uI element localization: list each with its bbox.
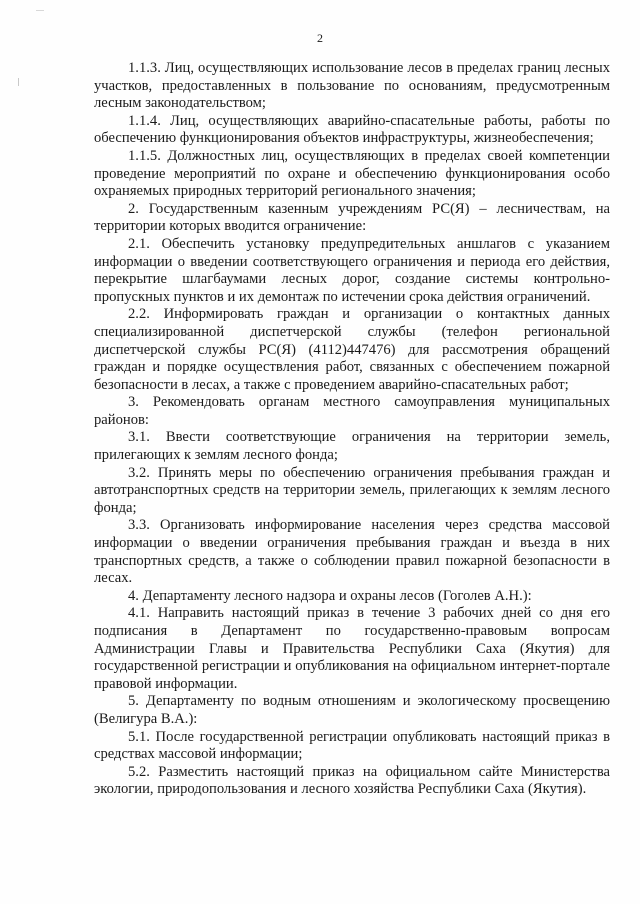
document-body — [94, 60, 610, 799]
paragraph-2-2: 2.2. Информировать граждан и организации о контактных данных специализированной диспетчерской службы (телефон региональной диспетчерской службы РС(Я) (4112)447476) для рассмотрения обращений граждан и порядке осуществления работ, связанных с обеспечением пожарной безопасности в лесах, а также с проведением аварийно-спасательных работ; — [94, 306, 610, 393]
scan-artifact — [36, 10, 44, 11]
paragraph-1-1-4: 1.1.4. Лиц, осуществляющих аварийно-спасательные работы, работы по обеспечению функционирования объектов инфраструктуры, жизнеобеспечения; — [94, 112, 610, 147]
paragraph-3-1: 3.1. Ввести соответствующие ограничения на территории земель, прилегающих к землям лесного фонда; — [94, 429, 610, 464]
paragraph-5: 5. Департаменту по водным отношениям и экологическому просвещению (Велигура В.А.): — [94, 693, 610, 727]
paragraph-5-1: 5.1. После государственной регистрации опубликовать настоящий приказ в средствах массовой информации; — [94, 728, 610, 763]
scan-artifact — [18, 78, 19, 86]
paragraph-3-3: 3.3. Организовать информирование населения через средства массовой информации о введении ограничения пребывания граждан и въезда в них транспортных средств, а также о соблюдении правил пожарной безопасности в лесах. — [94, 517, 610, 587]
paragraph-2-1: 2.1. Обеспечить установку предупредительных аншлагов с указанием информации о введении соответствующего ограничения и периода его действия, перекрытие шлагбаумами лесных дорог, создание системы контрольно-пропускных пунктов и их демонтаж по истечении срока действия ограничений. — [94, 235, 610, 305]
page-number: 2 — [317, 31, 323, 45]
paragraph-2: 2. Государственным казенным учреждениям РС(Я) – лесничествам, на территории которых вводится ограничение: — [94, 200, 610, 235]
paragraph-4: 4. Департаменту лесного надзора и охраны лесов (Гоголев А.Н.): — [128, 587, 532, 604]
paragraph-5-2: 5.2. Разместить настоящий приказ на официальном сайте Министерства экологии, природопользования и лесного хозяйства Республики Саха (Якутия). — [94, 763, 610, 798]
paragraph-1-1-5: 1.1.5. Должностных лиц, осуществляющих в пределах своей компетенции проведение мероприятий по охране и обеспечению функционирования особо охраняемых природных территорий регионального значения; — [94, 147, 610, 200]
paragraph-3-2: 3.2. Принять меры по обеспечению ограничения пребывания граждан и автотранспортных средств на территории земель, прилегающих к землям лесного фонда; — [94, 464, 610, 516]
paragraph-3: 3. Рекомендовать органам местного самоуправления муниципальных районов: — [94, 394, 610, 428]
paragraph-1-1-3: 1.1.3. Лиц, осуществляющих использование лесов в пределах границ лесных участков, предоставленных в пользование по основаниям, предусмотренным лесным законодательством; — [94, 60, 610, 112]
paragraph-4-1: 4.1. Направить настоящий приказ в течение 3 рабочих дней со дня его подписания в Департамент по государственно-правовым вопросам Администрации Главы и Правительства Республики Саха (Якутия) для государственной регистрации и опубликования на официальном интернет-портале правовой информации. — [94, 605, 610, 692]
